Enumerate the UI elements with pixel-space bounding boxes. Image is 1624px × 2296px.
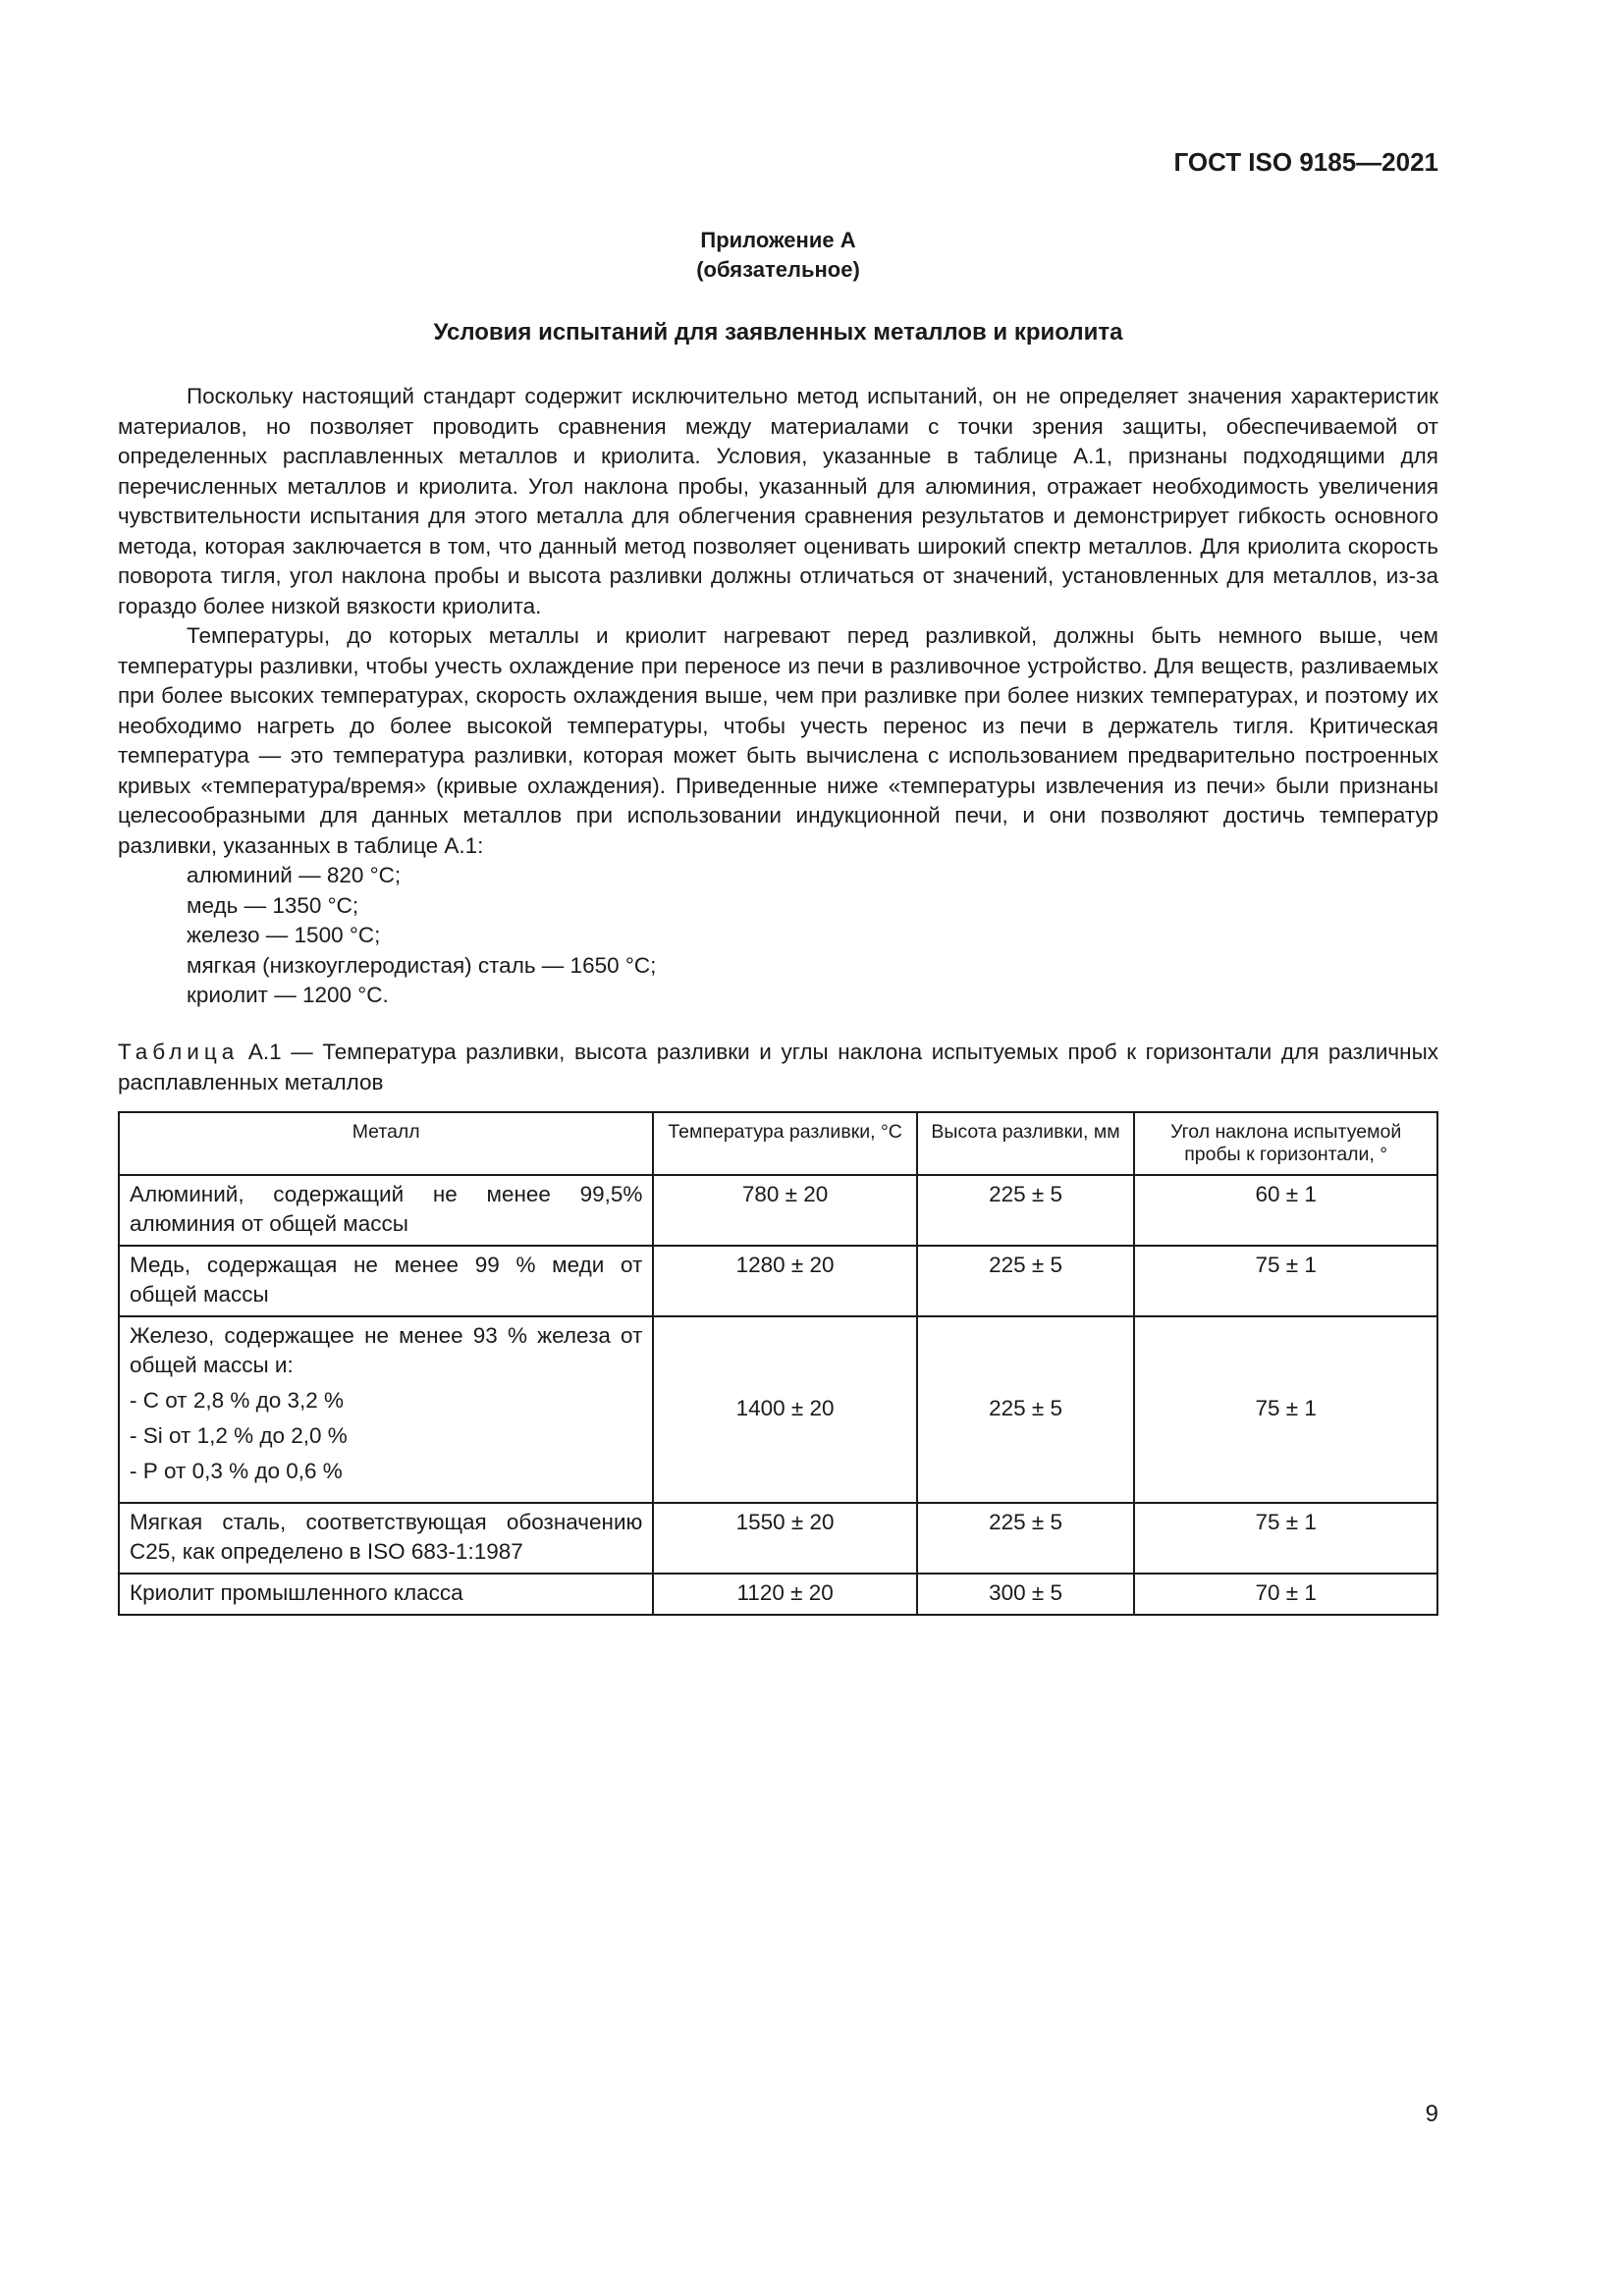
cell-height: 225 ± 5 bbox=[917, 1503, 1135, 1574]
table-row bbox=[119, 1503, 1437, 1574]
list-item: алюминий — 820 °С; bbox=[187, 863, 402, 887]
cell-metal: Криолит промышленного класса bbox=[119, 1574, 653, 1615]
table-caption-text: А.1 — Температура разливки, высота разливки и углы наклона испытуемых проб к горизонтали для различных расплавленных металлов bbox=[118, 1040, 1438, 1095]
list-item: медь — 1350 °С; bbox=[187, 892, 359, 918]
page-number: 9 bbox=[1425, 2101, 1438, 2127]
cell-temperature: 1120 ± 20 bbox=[653, 1574, 916, 1615]
table-row bbox=[119, 1246, 1437, 1316]
cell-angle: 75 ± 1 bbox=[1134, 1246, 1437, 1316]
cell-height: 225 ± 5 bbox=[917, 1175, 1135, 1246]
paragraph: Температуры, до которых металлы и криолит нагревают перед разливкой, должны быть немного выше, чем температуры разливки, чтобы учесть охлаждение при переносе из печи в разливочное устройство. Для веществ, разливаемых при более высоких температурах, скорость охлаждения выше, чем при разливке при более низких температурах, и поэтому их необходимо нагреть до более высокой температуры, чтобы учесть перенос из печи в держатель тигля. Критическая температура — это температура разливки, которая может быть вычислена с использованием предварительно построенных кривых «температура/время» (кривые охлаждения). Приведенные ниже «температуры извлечения из печи» были признаны целесообразными для данных металлов при использовании индукционной печи, и они позволяют достичь температур разливки, указанных в таблице А.1: bbox=[118, 623, 1438, 858]
temperature-list bbox=[118, 861, 1438, 1011]
paragraph: Поскольку настоящий стандарт содержит исключительно метод испытаний, он не определяет значения характеристик материалов, но позволяет проводить сравнения между материалами с точки зрения защиты, обеспечиваемой от определенных расплавленных металлов и криолита. Условия, указанные в таблице А.1, признаны подходящими для перечисленных металлов и криолита. Угол наклона пробы, указанный для алюминия, отражает необходимость увеличения чувствительности испытания для этого металла для облегчения сравнения результатов и демонстрирует гибкость основного метода, которая заключается в том, что данный метод позволяет оценивать широкий спектр металлов. Для криолита скорость поворота тигля, угол наклона пробы и высота разливки должны отличаться от значений, установленных для металлов, из-за гораздо более низкой вязкости криолита. bbox=[118, 384, 1438, 618]
annex-status: (обязательное) bbox=[696, 257, 860, 282]
document-page bbox=[118, 0, 1438, 2296]
cell-temperature: 780 ± 20 bbox=[653, 1175, 916, 1246]
document-code: ГОСТ ISO 9185—2021 bbox=[1173, 147, 1438, 177]
cell-angle: 75 ± 1 bbox=[1134, 1316, 1437, 1503]
annex-title: Приложение А bbox=[700, 228, 856, 252]
cell-angle: 75 ± 1 bbox=[1134, 1503, 1437, 1574]
cell-angle: 60 ± 1 bbox=[1134, 1175, 1437, 1246]
list-item: криолит — 1200 °С. bbox=[187, 983, 389, 1007]
column-header-temperature: Температура разливки, °С bbox=[653, 1112, 916, 1175]
cell-angle: 70 ± 1 bbox=[1134, 1574, 1437, 1615]
cell-metal-sub-item: - Si от 1,2 % до 2,0 % bbox=[130, 1423, 348, 1448]
cell-temperature: 1280 ± 20 bbox=[653, 1246, 916, 1316]
cell-metal bbox=[119, 1316, 653, 1503]
body-text bbox=[118, 382, 1438, 1011]
annex-title-block bbox=[118, 226, 1438, 285]
cell-height: 300 ± 5 bbox=[917, 1574, 1135, 1615]
cell-metal-main: Железо, содержащее не менее 93 % железа от общей массы и: bbox=[130, 1323, 643, 1377]
table-row bbox=[119, 1316, 1437, 1503]
cell-temperature: 1550 ± 20 bbox=[653, 1503, 916, 1574]
column-header-metal: Металл bbox=[119, 1112, 653, 1175]
table-header-row bbox=[119, 1112, 1437, 1175]
cell-metal-sub-item: - С от 2,8 % до 3,2 % bbox=[130, 1388, 345, 1413]
cell-metal: Медь, содержащая не менее 99 % меди от общей массы bbox=[119, 1246, 653, 1316]
cell-height: 225 ± 5 bbox=[917, 1246, 1135, 1316]
data-table bbox=[118, 1111, 1438, 1616]
table-row bbox=[119, 1175, 1437, 1246]
annex-heading: Условия испытаний для заявленных металлов и криолита bbox=[433, 319, 1123, 346]
cell-metal: Мягкая сталь, соответствующая обозначению С25, как определено в ISO 683-1:1987 bbox=[119, 1503, 653, 1574]
cell-metal: Алюминий, содержащий не менее 99,5% алюминия от общей массы bbox=[119, 1175, 653, 1246]
cell-temperature: 1400 ± 20 bbox=[653, 1316, 916, 1503]
list-item: железо — 1500 °С; bbox=[187, 923, 381, 947]
cell-metal-sub-item: - Р от 0,3 % до 0,6 % bbox=[130, 1459, 343, 1483]
table-row bbox=[119, 1574, 1437, 1615]
table-caption-label: Таблица bbox=[118, 1040, 240, 1064]
cell-height: 225 ± 5 bbox=[917, 1316, 1135, 1503]
column-header-angle: Угол наклона испытуемой пробы к горизонтали, ° bbox=[1134, 1112, 1437, 1175]
table-caption bbox=[118, 1038, 1438, 1097]
list-item: мягкая (низкоуглеродистая) сталь — 1650 °С; bbox=[187, 952, 657, 978]
column-header-height: Высота разливки, мм bbox=[917, 1112, 1135, 1175]
